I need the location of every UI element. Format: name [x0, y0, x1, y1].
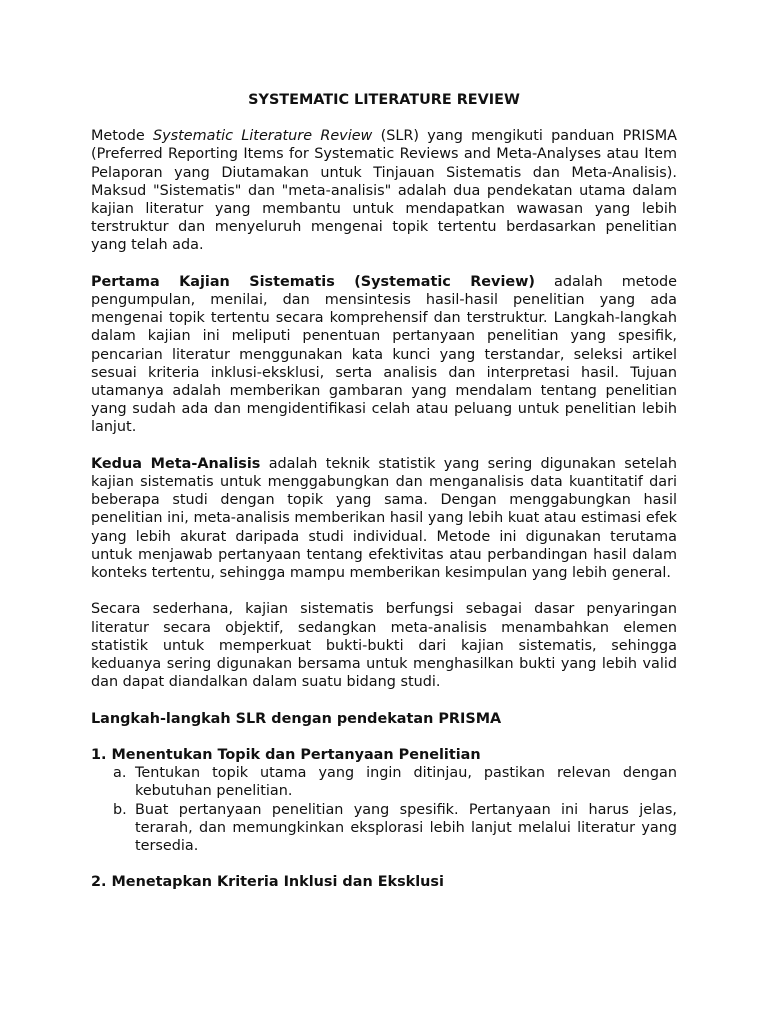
kedua-text: adalah teknik statistik yang sering digunakan setelah kajian sistematis untuk menggabungkan dan menganalisis data kuantitatif dari beberapa studi dengan topik yang sama. Dengan menggabungkan hasil penelitian ini, meta-analisis memberikan hasil yang lebih kuat atau estimasi efek yang lebih akurat daripada studi individual. Metode ini digunakan terutama untuk menjawab pertanyaan tentang efektivitas atau perbandingan hasil dalam konteks tertentu, sehingga mampu memberikan kesimpulan yang lebih general.	[91, 455, 678, 582]
pertama-term: Pertama Kajian Sistematis (Systematic Review)	[91, 273, 536, 290]
step-1-title: 1. Menentukan Topik dan Pertanyaan Penelitian	[91, 747, 481, 764]
kedua-term: Kedua Meta-Analisis	[91, 455, 261, 472]
list-marker: a.	[113, 765, 127, 782]
intro-italic-term: Systematic Literature Review	[152, 128, 373, 145]
intro-paragraph	[91, 127, 677, 254]
steps-heading: Langkah-langkah SLR dengan pendekatan PRISMA	[91, 710, 502, 727]
list-item	[91, 764, 677, 800]
step-2-title: 2. Menetapkan Kriteria Inklusi dan Eksklusi	[91, 874, 444, 891]
summary-paragraph: Secara sederhana, kajian sistematis berfungsi sebagai dasar penyaringan literatur secara objektif, sedangkan meta-analisis menambahkan elemen statistik untuk memperkuat bukti-bukti dari kajian sistematis, sehingga keduanya sering digunakan bersama untuk menghasilkan bukti yang lebih valid dan dapat diandalkan dalam suatu bidang studi.	[91, 601, 677, 691]
document-title: SYSTEMATIC LITERATURE REVIEW	[248, 92, 520, 108]
pertama-text: adalah metode pengumpulan, menilai, dan mensintesis hasil-hasil penelitian yang ada mengenai topik tertentu secara komprehensif dan terstruktur. Langkah-langkah dalam kajian ini meliputi penentuan pertanyaan penelitian yang spesifik, pencarian literatur menggunakan kata kunci yang terstandar, seleksi artikel sesuai kriteria inklusi-eksklusi, serta analisis dan interpretasi hasil. Tujuan utamanya adalah memberikan gambaran yang mendalam tentang penelitian yang sudah ada dan mengidentifikasi celah atau peluang untuk penelitian lebih lanjut.	[91, 273, 677, 436]
list-item-text: Buat pertanyaan penelitian yang spesifik. Pertanyaan ini harus jelas, terarah, dan memungkinkan eksplorasi lebih lanjut melalui literatur yang tersedia.	[135, 801, 677, 855]
intro-post: (SLR) yang mengikuti panduan PRISMA (Preferred Reporting Items for Systematic Reviews and Meta-Analyses atau Item Pelaporan yang Diutamakan untuk Tinjauan Sistematis dan Meta-Analisis). Maksud "Sistematis" dan "meta-analisis" adalah dua pendekatan utama dalam kajian literatur yang membantu untuk mendapatkan wawasan yang lebih terstruktur dan menyeluruh mengenai topik tertentu berdasarkan penelitian yang telah ada.	[91, 128, 677, 254]
list-marker: b.	[113, 801, 127, 818]
step-1-list	[91, 764, 677, 855]
document-page	[91, 91, 677, 892]
kedua-paragraph	[91, 455, 677, 582]
intro-pre: Metode	[91, 128, 153, 145]
list-item	[91, 801, 677, 856]
list-item-text: Tentukan topik utama yang ingin ditinjau, pastikan relevan dengan kebutuhan penelitian.	[135, 765, 677, 800]
pertama-paragraph	[91, 273, 677, 437]
